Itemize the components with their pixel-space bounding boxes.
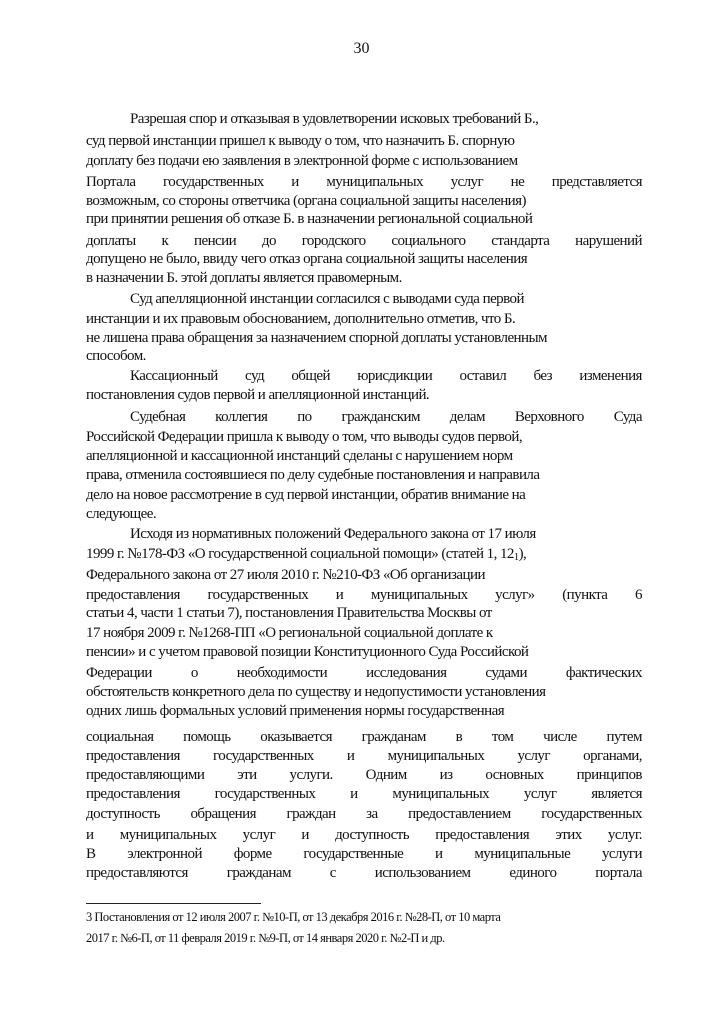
word: гражданам [226,865,291,881]
text-line: не лишена права обращения за назначением спорной доплаты установленным [86,330,547,346]
text-line [86,864,642,882]
word: муниципальных [392,786,490,802]
word: судами [485,665,527,681]
word: и [350,786,358,802]
word: Верховного [514,409,584,425]
text-line: дело на новое рассмотрение в суд первой инстанции, обратив внимание на [86,487,526,503]
word: из [439,767,453,783]
footnote-separator [86,903,261,904]
word: не [510,174,525,190]
text-line: при принятии решения об отказе Б. в назначении региональной социальной [86,211,533,227]
word: услуг [523,786,557,802]
word: органами, [583,748,642,764]
word: является [591,786,642,802]
word: за [366,806,378,822]
word: обращения [190,806,256,822]
word: суд [245,368,265,384]
word: нарушений [575,233,642,249]
word: представляется [551,174,642,190]
text-line [86,232,642,250]
footnote-line: 3 Постановления от 12 июля 2007 г. №10-П, от 13 декабря 2016 г. №28-П, от 10 марта [86,910,501,924]
text-line: возможным, со стороны ответчика (органа социальной защиты населения) [86,193,526,209]
text-line: доплату без подачи ею заявления в электронной форме с использованием [86,153,518,169]
word: электронной [127,846,202,862]
word: том [491,729,514,745]
word: общей [291,368,330,384]
text-line: в назначении Б. этой доплаты является правомерным. [86,270,402,286]
word: предоставляются [86,865,188,881]
word: пенсии [193,233,237,249]
word: с [329,865,336,881]
word: социальная [86,729,154,745]
word: государственные [303,846,404,862]
word: гражданским [341,409,420,425]
text-line: 1999 г. №178-ФЗ «О государственной социальной помощи» (статей 1, $12_1$), [86,546,527,563]
word: Одним [365,767,407,783]
word: услуг» [495,587,535,603]
text-line: допущено не было, ввиду чего отказ органа социальной защиты населения [86,251,528,267]
footnote-line: 2017 г. №6-П, от 11 февраля 2019 г. №9-П, от 14 января 2020 г. №2-П и др. [86,931,445,945]
text-line [86,826,642,844]
text-line: следующее. [86,506,157,522]
word: и [435,846,443,862]
text-line: 17 ноября 2009 г. №1268-ПП «О региональной социальной доплате к [86,625,493,641]
word: муниципальные [474,846,571,862]
word: предоставления [86,748,180,764]
page-number: 30 [353,40,370,57]
word: и [335,587,344,603]
text-line [86,845,642,863]
word: числе [543,729,577,745]
word: социального [391,233,466,249]
text-line [86,766,642,784]
word: городского [301,233,366,249]
word: услуги. [289,767,333,783]
word: до [261,233,276,249]
word: Федерации [86,665,152,681]
word: Кассационный [130,368,218,384]
text-line: постановления судов первой и апелляционной инстанций. [86,387,430,403]
text-line: суд первой инстанции пришел к выводу о том, что назначить Б. спорную [86,133,515,149]
word: коллегия [215,409,268,425]
word: услуг. [607,827,642,843]
text-line: Федерального закона от 27 июля 2010 г. №210-ФЗ «Об организации [86,567,485,583]
word: государственных [207,587,309,603]
text-line: Суд апелляционной инстанции согласился с выводами суда первой [130,291,524,307]
word: и [301,827,309,843]
word: услуг [517,748,550,764]
word: принципов [576,767,642,783]
word: услуг [450,174,484,190]
word: единого [509,865,557,881]
word: муниципальных [370,587,468,603]
text-line: одних лишь формальных условий применения нормы государственная [86,703,505,719]
word: по [297,409,312,425]
word: портала [595,865,642,881]
text-line: Разрешая спор и отказывая в удовлетворении исковых требований Б., [130,111,539,127]
word: 6 [635,587,642,603]
word: юрисдикции [357,368,433,384]
word: В [86,846,96,862]
word: стандарта [491,233,550,249]
word: о [190,665,198,681]
text-line: инстанции и их правовым обоснованием, дополнительно отметив, что Б. [86,311,516,327]
word: муниципальных [387,748,485,764]
word: государственных [541,806,642,822]
text-line [86,664,642,682]
text-line: статьи 4, части 1 статьи 7), постановления Правительства Москвы от [86,605,492,621]
text-line: обстоятельств конкретного дела по существу и недопустимости установления [86,684,546,700]
word: и [346,748,355,764]
text-line [86,173,642,191]
word: предоставления [435,827,530,843]
word: без [533,368,553,384]
word: предоставлением [408,806,511,822]
word: использованием [374,865,471,881]
word: услуг [242,827,276,843]
word: государственных [213,748,314,764]
word: муниципальных [119,827,217,843]
word: предоставления [86,587,180,603]
word: предоставляющими [86,767,205,783]
word: путем [606,729,642,745]
text-line [86,728,642,746]
word: помощь [183,729,231,745]
word: фактических [565,665,642,681]
word: Суда [613,409,642,425]
word: к [161,233,169,249]
word: делам [449,409,485,425]
word: муниципальных [326,174,424,190]
word: оставил [459,368,507,384]
word: и [86,827,94,843]
text-line [86,785,642,803]
word: основных [485,767,544,783]
word: доступность [335,827,410,843]
text-line [130,367,642,385]
text-line: способом. [86,348,146,364]
word: государственных [163,174,264,190]
word: доплаты [86,233,136,249]
word: Судебная [130,409,186,425]
word: и [291,174,299,190]
word: форме [233,846,272,862]
word: в [455,729,463,745]
word: государственных [214,786,316,802]
word: этих [555,827,582,843]
text-line: Исходя из нормативных положений Федерального закона от 17 июля [130,526,536,542]
word: (пункта [562,587,608,603]
text-line [130,408,642,426]
word: граждан [286,806,336,822]
word: изменения [579,368,642,384]
word: эти [237,767,257,783]
word: Портала [86,174,136,190]
word: доступность [86,806,160,822]
word: услуги [601,846,642,862]
text-line: апелляционной и кассационной инстанций сделаны с нарушением норм [86,448,513,464]
word: исследования [366,665,447,681]
word: необходимости [236,665,328,681]
text-line [86,747,642,765]
text-line [86,586,642,604]
text-line: пенсии» и с учетом правовой позиции Конституционного Суда Российской [86,644,529,660]
text-line: Российской Федерации пришла к выводу о том, что выводы судов первой, [86,429,523,445]
word: предоставления [86,786,180,802]
word: гражданам [361,729,426,745]
text-line [86,805,642,823]
word: оказывается [260,729,332,745]
text-line: права, отменила состоявшиеся по делу судебные постановления и направила [86,467,540,483]
